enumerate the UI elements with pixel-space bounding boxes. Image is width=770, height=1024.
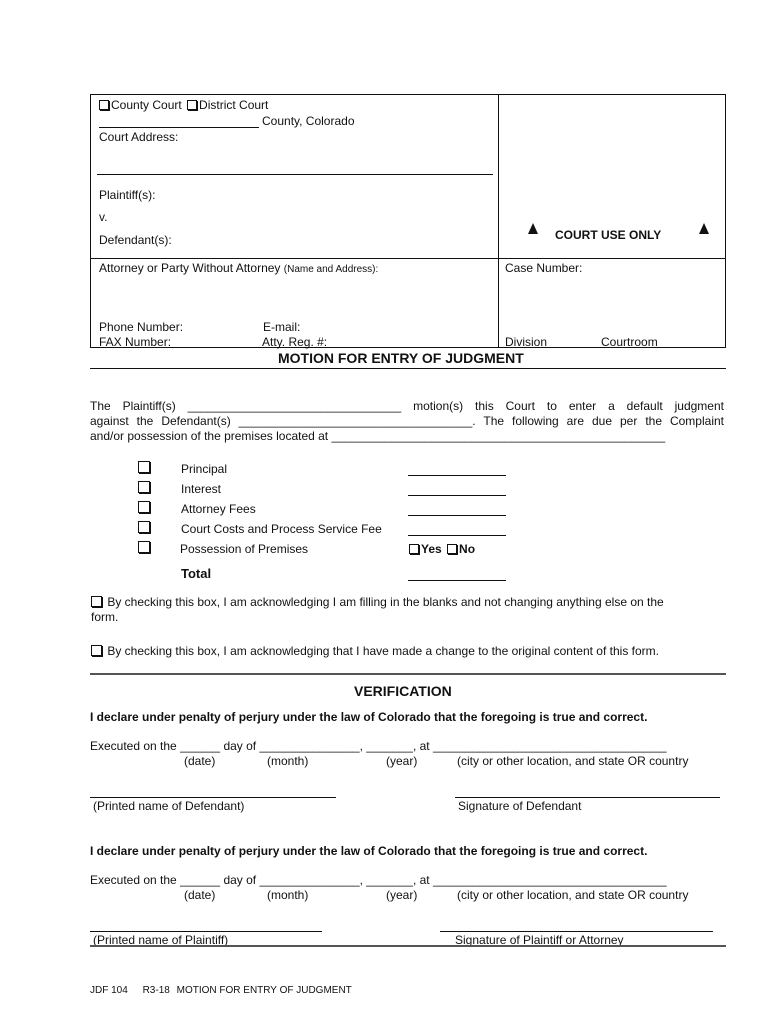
year-caption: (year): [386, 754, 418, 768]
declaration-plaintiff: I declare under penalty of perjury under the law of Colorado that the foregoing is true and correct.: [90, 844, 648, 858]
atty-reg-label: Atty. Reg. #:: [262, 335, 328, 349]
body-line-2a: against the Defendant(s) ___________________________________.: [90, 414, 476, 428]
email-label: E-mail:: [263, 320, 301, 334]
interest-amount-field[interactable]: [408, 482, 506, 496]
printed-plaintiff-field[interactable]: [90, 919, 322, 932]
date-caption: (date): [184, 754, 216, 768]
ack-unchanged-text-2: form.: [91, 610, 119, 624]
month-caption: (month): [267, 888, 309, 902]
footer-form-title: MOTION FOR ENTRY OF JUDGMENT: [176, 985, 352, 996]
ack-changed-checkbox[interactable]: [91, 645, 102, 656]
possession-label: Possession of Premises: [180, 542, 309, 556]
total-label: Total: [181, 566, 212, 581]
printed-defendant-label: (Printed name of Defendant): [93, 799, 245, 813]
court-address-label: Court Address:: [99, 130, 179, 144]
ack-unchanged: [91, 595, 664, 609]
month-caption: (month): [267, 754, 309, 768]
principal-checkbox[interactable]: [138, 461, 150, 473]
court-costs-amount-field[interactable]: [408, 522, 506, 536]
county-court-checkbox[interactable]: [99, 100, 109, 110]
courtroom-label: Courtroom: [601, 335, 658, 349]
district-court-checkbox[interactable]: [187, 100, 197, 110]
possession-checkbox[interactable]: [138, 541, 150, 553]
county-name-field[interactable]: [99, 115, 259, 128]
executed-line-plaintiff: Executed on the ______ day of _______________, _______, at ___________________________________: [90, 873, 667, 887]
case-number-label: Case Number:: [505, 261, 583, 275]
fax-label: FAX Number:: [99, 335, 172, 349]
attorney-fees-checkbox[interactable]: [138, 501, 150, 513]
verification-heading: VERIFICATION: [354, 683, 452, 699]
court-costs-checkbox[interactable]: [138, 521, 150, 533]
district-court-label: District Court: [199, 98, 269, 112]
body-line-2: [90, 414, 724, 428]
city-caption: (city or other location, and state OR country: [457, 754, 689, 768]
caption-box: [90, 94, 726, 348]
attorney-label-sub: (Name and Address):: [283, 264, 379, 275]
no-checkbox[interactable]: [447, 544, 457, 554]
court-type-row: [99, 98, 268, 112]
up-arrow-icon: [699, 223, 709, 234]
executed-line-defendant: Executed on the ______ day of _______________, _______, at ___________________________________: [90, 739, 667, 753]
principal-amount-field[interactable]: [408, 462, 506, 476]
title-rule: [90, 368, 726, 369]
court-costs-label: Court Costs and Process Service Fee: [181, 522, 382, 536]
footer-form-id: JDF 104: [90, 985, 128, 996]
caption-divider-horizontal: [90, 258, 726, 259]
plaintiffs-label: Plaintiff(s):: [99, 188, 156, 202]
interest-checkbox[interactable]: [138, 481, 150, 493]
division-label: Division: [505, 335, 548, 349]
footer: [90, 985, 352, 996]
attorney-label: [99, 261, 378, 275]
verification-rule-bottom: [90, 945, 726, 947]
interest-label: Interest: [181, 482, 222, 496]
versus-label: v.: [99, 210, 108, 224]
printed-defendant-field[interactable]: [90, 785, 336, 798]
attorney-fees-amount-field[interactable]: [408, 502, 506, 516]
possession-yes-no: [409, 542, 475, 556]
footer-revision: R3-18: [142, 985, 170, 996]
signature-defendant-label: Signature of Defendant: [458, 799, 582, 813]
verification-rule-top: [90, 673, 726, 675]
no-label: No: [459, 542, 476, 556]
court-address-field[interactable]: [97, 160, 493, 175]
city-caption: (city or other location, and state OR country: [457, 888, 689, 902]
body-line-2b: The following are due per the Complaint: [483, 414, 724, 428]
county-colorado-label: County, Colorado: [262, 114, 355, 128]
county-court-label: County Court: [111, 98, 182, 112]
court-use-only-label: COURT USE ONLY: [555, 228, 662, 242]
signature-defendant-field[interactable]: [455, 785, 720, 798]
date-caption: (date): [184, 888, 216, 902]
yes-checkbox[interactable]: [409, 544, 419, 554]
signature-plaintiff-field[interactable]: [440, 919, 713, 932]
total-amount-field[interactable]: [408, 566, 506, 581]
ack-unchanged-text-1: By checking this box, I am acknowledging I am filling in the blanks and not changing anything else on the: [107, 595, 664, 609]
declaration-defendant: I declare under penalty of perjury under the law of Colorado that the foregoing is true and correct.: [90, 710, 648, 724]
printed-plaintiff-label: (Printed name of Plaintiff): [93, 933, 229, 947]
signature-plaintiff-label: Signature of Plaintiff or Attorney: [455, 933, 624, 947]
attorney-fees-label: Attorney Fees: [181, 502, 256, 516]
ack-unchanged-checkbox[interactable]: [91, 596, 102, 607]
body-line-1: [90, 399, 724, 413]
year-caption: (year): [386, 888, 418, 902]
body-line-1a: The Plaintiff(s) ________________________________ motion(s): [90, 399, 464, 413]
yes-label: Yes: [421, 542, 442, 556]
ack-changed-text: By checking this box, I am acknowledging that I have made a change to the original content of this form.: [107, 644, 659, 658]
page-title: MOTION FOR ENTRY OF JUDGMENT: [278, 350, 524, 366]
phone-label: Phone Number:: [99, 320, 184, 334]
ack-changed: [91, 644, 659, 658]
up-arrow-icon: [528, 223, 538, 234]
defendants-label: Defendant(s):: [99, 233, 172, 247]
attorney-label-text: Attorney or Party Without Attorney: [99, 261, 281, 275]
body-line-3: and/or possession of the premises located at __________________________________________________: [90, 429, 666, 443]
principal-label: Principal: [181, 462, 228, 476]
body-line-1b: this Court to enter a default judgment: [475, 399, 724, 413]
caption-divider-vertical: [498, 94, 499, 348]
